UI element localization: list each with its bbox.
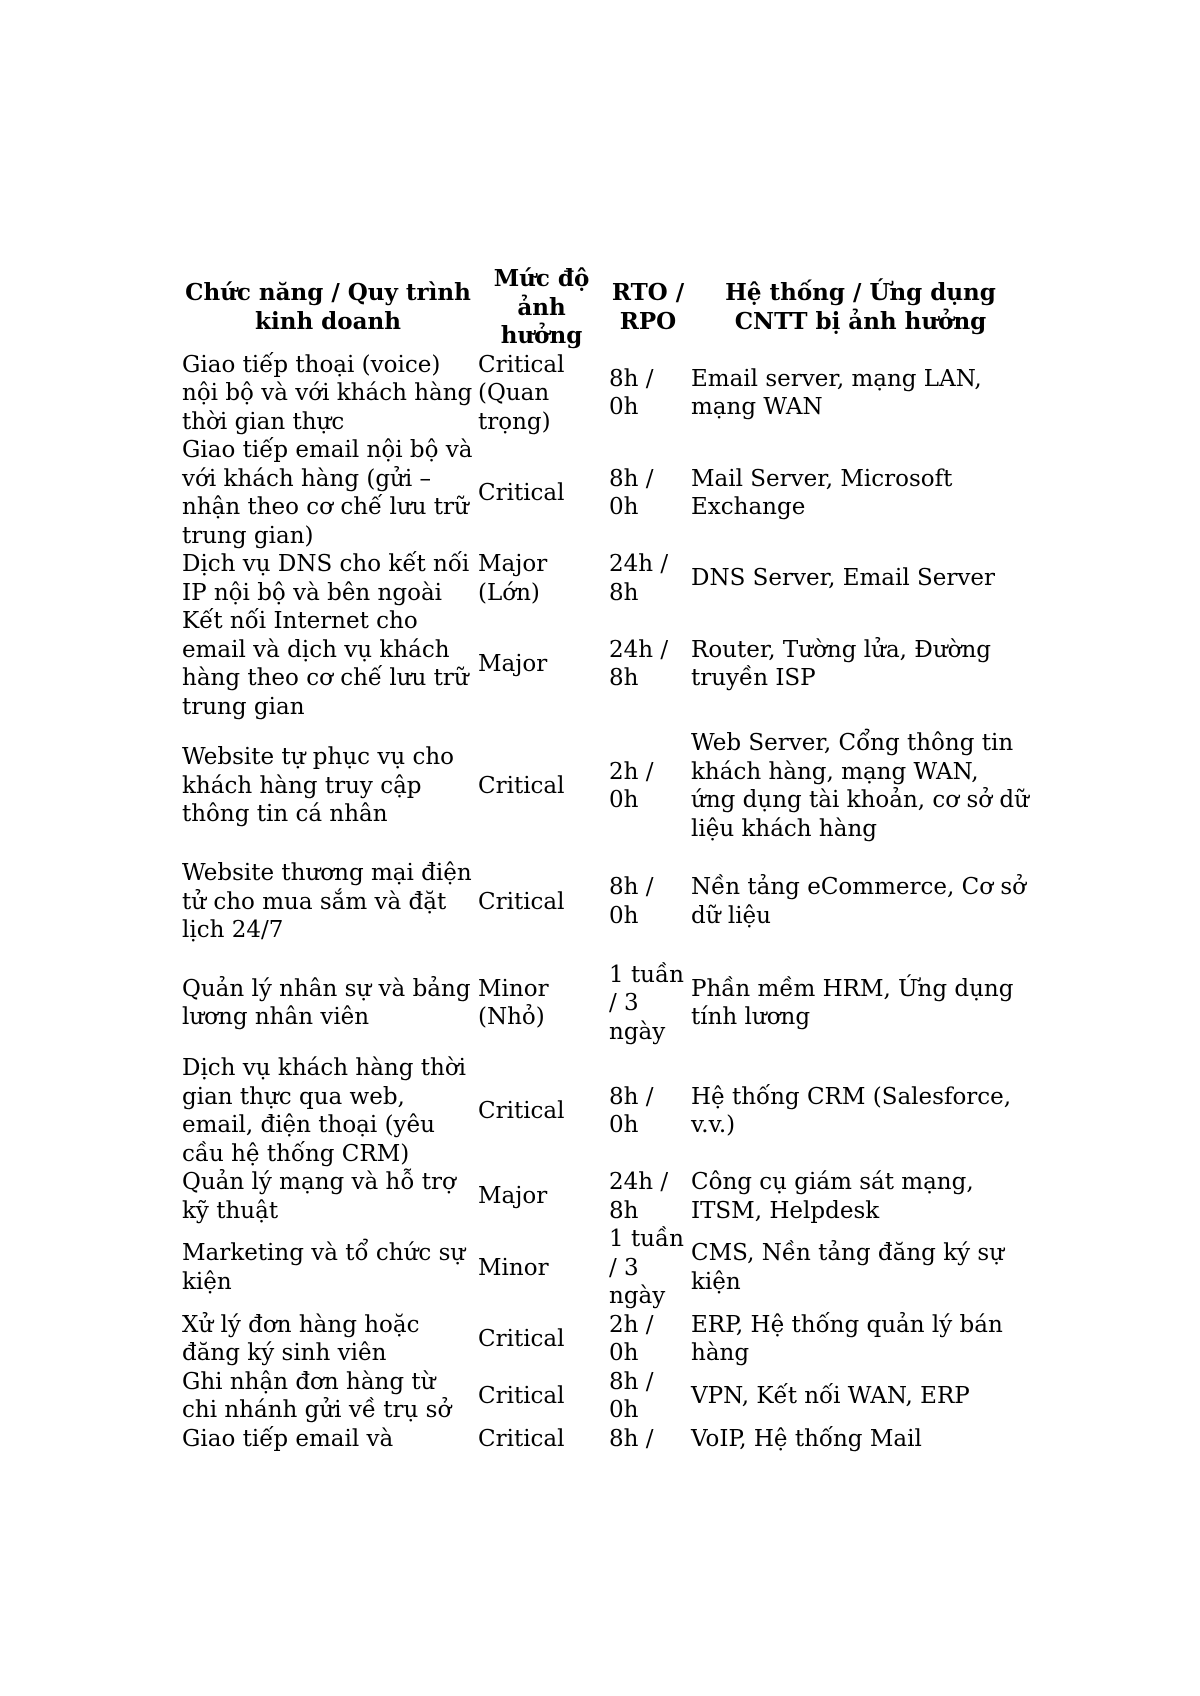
table-row [180,1168,1032,1225]
cell-function: Marketing và tổ chức sự kiện [182,1240,466,1295]
cell-systems: Công cụ giám sát mạng, ITSM, Helpdesk [691,1169,974,1224]
cell-function: Giao tiếp email nội bộ và với khách hàng (gửi – nhận theo cơ chế lưu trữ trung gian) [182,437,473,549]
cell-impact: Major (Lớn) [478,551,548,606]
header-systems: Hệ thống / Ứng dụng CNTT bị ảnh hưởng [725,279,996,335]
cell-systems: ERP, Hệ thống quản lý bán hàng [691,1311,1003,1366]
table-row [180,550,1032,607]
cell-function: Dịch vụ khách hàng thời gian thực qua web, email, điện thoại (yêu cầu hệ thống CRM) [182,1055,467,1167]
cell-function: Website thương mại điện tử cho mua sắm và đặt lịch 24/7 [182,860,472,943]
cell-rto-rpo: 1 tuần / 3 ngày [609,1226,684,1309]
cell-rto-rpo: 1 tuần / 3 ngày [609,961,684,1045]
cell-function: Giao tiếp thoại (voice) nội bộ và với khách hàng thời gian thực [182,351,473,435]
cell-function: Quản lý nhân sự và bảng lương nhân viên [182,975,471,1031]
table-row [180,1225,1032,1311]
table-row [180,1054,1032,1168]
cell-rto-rpo: 8h / 0h [609,365,654,421]
cell-impact: Major [478,650,548,677]
cell-impact: Critical [478,1097,565,1124]
table-row [180,436,1032,550]
cell-function: Xử lý đơn hàng hoặc đăng ký sinh viên [182,1311,420,1366]
cell-impact: Critical [478,1425,565,1452]
cell-function: Website tự phục vụ cho khách hàng truy cập thông tin cá nhân [182,744,454,828]
header-impact: Mức độ ảnh hưởng [493,265,590,349]
cell-systems: Nền tảng eCommerce, Cơ sở dữ liệu [691,874,1027,929]
cell-rto-rpo: 8h / 0h [609,1368,654,1423]
cell-impact: Critical [478,479,565,506]
table-row [180,851,1032,953]
cell-systems: CMS, Nền tảng đăng ký sự kiện [691,1240,1005,1295]
table-row [180,607,1032,721]
header-function: Chức năng / Quy trình kinh doanh [185,279,471,335]
business-impact-table [180,265,1032,1453]
cell-systems: Router, Tường lửa, Đường truyền ISP [691,636,992,691]
table-row [180,1311,1032,1368]
cell-systems: Hệ thống CRM (Salesforce, v.v.) [691,1083,1012,1138]
cell-systems: DNS Server, Email Server [691,565,995,592]
table-row [180,721,1032,851]
cell-rto-rpo: 8h / 0h [609,1083,654,1138]
cell-rto-rpo: 8h / [609,1425,654,1452]
cell-rto-rpo: 24h / 8h [609,1169,669,1224]
cell-systems: Phần mềm HRM, Ứng dụng tính lương [691,975,1014,1031]
table-row [180,1368,1032,1425]
cell-impact: Critical (Quan trọng) [478,351,565,435]
cell-function: Ghi nhận đơn hàng từ chi nhánh gửi về trụ sở [182,1368,452,1423]
cell-function: Kết nối Internet cho email và dịch vụ khách hàng theo cơ chế lưu trữ trung gian [182,608,469,720]
cell-systems: VPN, Kết nối WAN, ERP [691,1382,970,1409]
cell-systems: Email server, mạng LAN, mạng WAN [691,365,982,421]
cell-impact: Major [478,1183,548,1210]
cell-impact: Critical [478,772,565,799]
cell-rto-rpo: 2h / 0h [609,758,654,813]
cell-impact: Critical [478,1325,565,1352]
cell-impact: Minor [478,1254,549,1281]
cell-impact: Critical [478,1382,565,1409]
table-row [180,351,1032,437]
cell-rto-rpo: 2h / 0h [609,1311,654,1366]
cell-function: Quản lý mạng và hỗ trợ kỹ thuật [182,1169,456,1224]
cell-rto-rpo: 8h / 0h [609,465,654,520]
cell-rto-rpo: 8h / 0h [609,874,654,929]
header-rto-rpo: RTO / RPO [611,279,685,335]
cell-systems: VoIP, Hệ thống Mail [691,1425,922,1452]
table-row [180,953,1032,1055]
cell-function: Dịch vụ DNS cho kết nối IP nội bộ và bên ngoài [182,551,470,606]
cell-rto-rpo: 24h / 8h [609,551,669,606]
table-header-row [180,265,1032,351]
cell-impact: Minor (Nhỏ) [478,975,549,1031]
cell-systems: Mail Server, Microsoft Exchange [691,465,953,520]
cell-systems: Web Server, Cổng thông tin khách hàng, mạng WAN, ứng dụng tài khoản, cơ sở dữ liệu khách hàng [691,730,1029,842]
cell-impact: Critical [478,888,565,915]
cell-rto-rpo: 24h / 8h [609,636,669,691]
table-row [180,1425,1032,1454]
cell-function: Giao tiếp email và [182,1425,394,1452]
